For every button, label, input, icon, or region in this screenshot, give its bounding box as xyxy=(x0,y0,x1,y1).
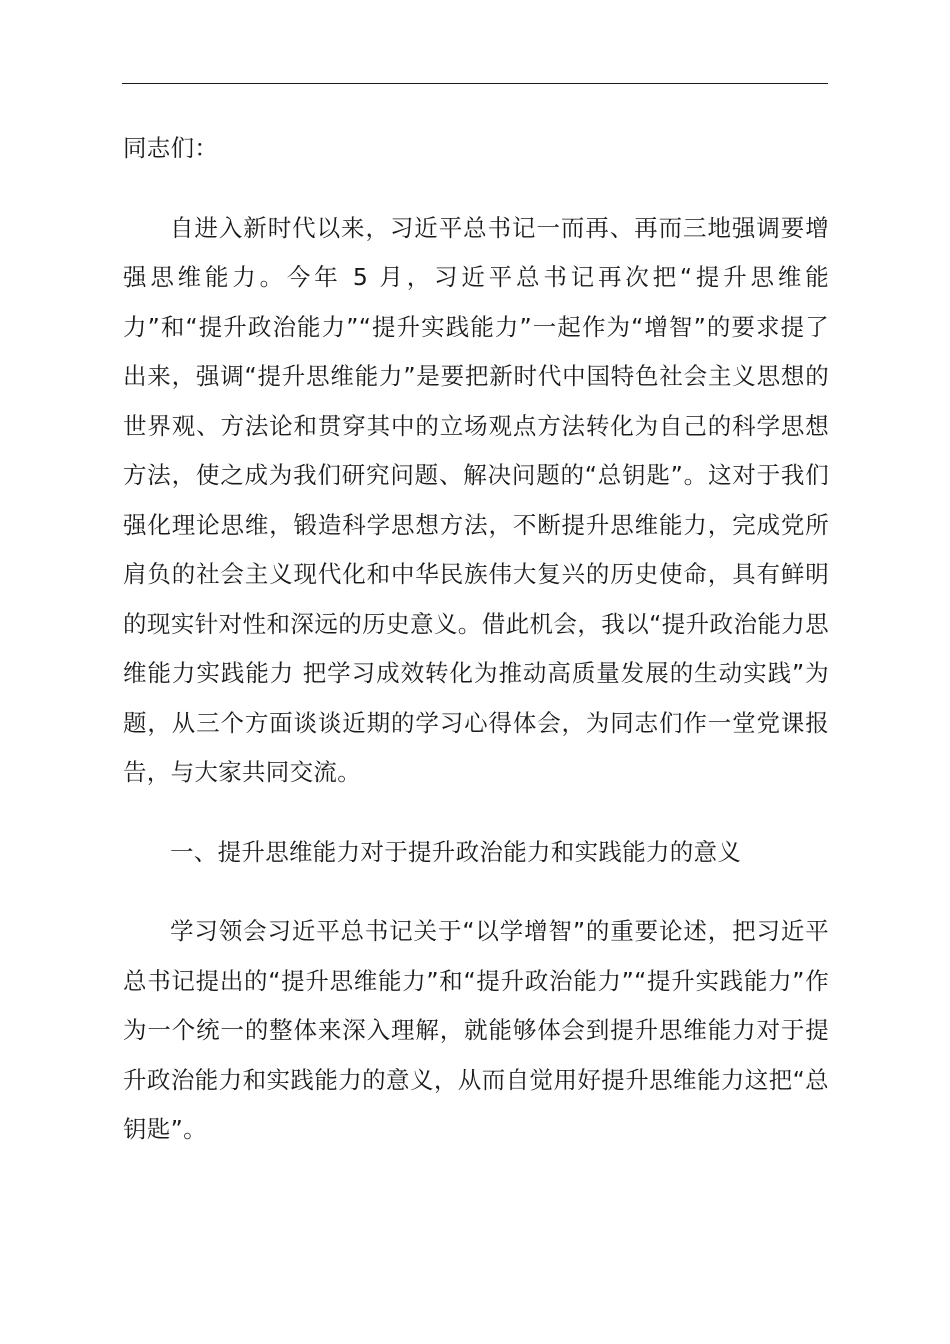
header-rule xyxy=(122,83,828,84)
intro-paragraph: 自进入新时代以来，习近平总书记一而再、再而三地强调要增强思维能力。今年 5 月，习近平总书记再次把“提升思维能力”和“提升政治能力”“提升实践能力”一起作为“增智”的要求提了出来，强调“提升思维能力”是要把新时代中国特色社会主义思想的世界观、方法论和贯穿其中的立场观点方法转化为自己的科学思想方法，使之成为我们研究问题、解决问题的“总钥匙”。这对于我们强化理论思维，锻造科学思想方法，不断提升思维能力，完成党所肩负的社会主义现代化和中华民族伟大复兴的历史使命，具有鲜明的现实针对性和深远的历史意义。借此机会，我以“提升政治能力思维能力实践能力 把学习成效转化为推动高质量发展的生动实践”为题，从三个方面谈谈近期的学习心得体会，为同志们作一堂党课报告，与大家共同交流。 xyxy=(123,213,829,786)
section-paragraph: 学习领会习近平总书记关于“以学增智”的重要论述，把习近平总书记提出的“提升思维能力”和“提升政治能力”“提升实践能力”作为一个统一的整体来深入理解，就能够体会到提升思维能力对于提升政治能力和实践能力的意义，从而自觉用好提升思维能力这把“总钥匙”。 xyxy=(123,917,829,1143)
salutation: 同志们： xyxy=(123,134,219,162)
document-body xyxy=(123,124,829,1155)
section-heading: 一、提升思维能力对于提升政治能力和实践能力的意义 xyxy=(170,837,742,866)
